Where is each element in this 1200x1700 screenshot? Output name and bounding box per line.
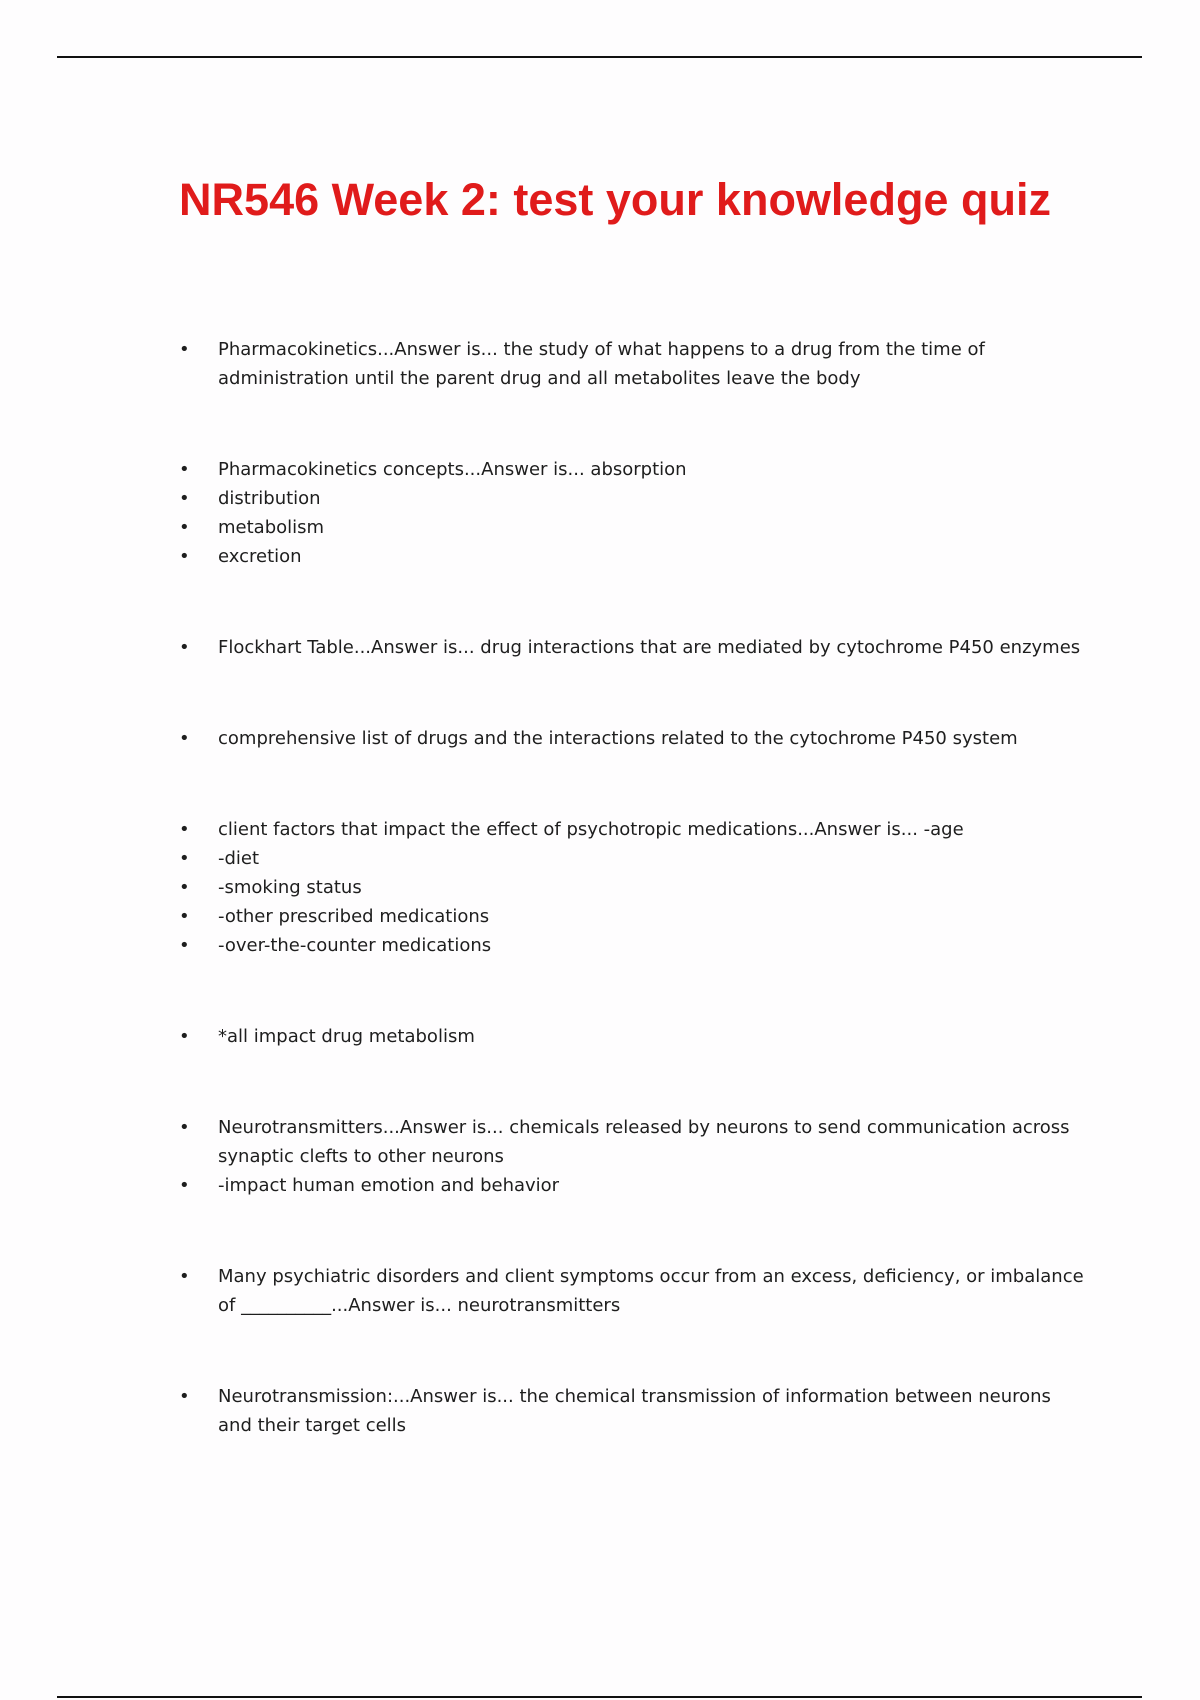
quiz-group-7: [175, 1113, 1090, 1200]
list-item: • -impact human emotion and behavior: [175, 1171, 1090, 1200]
list-item: • Pharmacokinetics concepts...Answer is... absorption: [175, 455, 1090, 484]
quiz-group-3: [175, 633, 1090, 662]
list-item: • Neurotransmitters...Answer is... chemicals released by neurons to send communication across synaptic clefts to other neurons: [175, 1113, 1090, 1171]
quiz-group-1: [175, 335, 1090, 393]
list-item: • Flockhart Table...Answer is... drug interactions that are mediated by cytochrome P450 enzymes: [175, 633, 1090, 662]
list-item: • -over-the-counter medications: [175, 931, 1090, 960]
quiz-group-4: [175, 724, 1090, 753]
quiz-group-2: [175, 455, 1090, 571]
quiz-group-6: [175, 1022, 1090, 1051]
top-rule: [57, 56, 1142, 58]
list-item: • *all impact drug metabolism: [175, 1022, 1090, 1051]
list-item: • Neurotransmission:...Answer is... the chemical transmission of information between neurons and their target cells: [175, 1382, 1090, 1440]
list-item: • client factors that impact the effect of psychotropic medications...Answer is... -age: [175, 815, 1090, 844]
list-item: • excretion: [175, 542, 1090, 571]
list-item: • comprehensive list of drugs and the interactions related to the cytochrome P450 system: [175, 724, 1090, 753]
quiz-content: [175, 335, 1090, 1502]
list-item: • -diet: [175, 844, 1090, 873]
quiz-group-8: [175, 1262, 1090, 1320]
list-item: • Pharmacokinetics...Answer is... the study of what happens to a drug from the time of administration until the parent drug and all metabolites leave the body: [175, 335, 1090, 393]
list-item: • -smoking status: [175, 873, 1090, 902]
list-item: • Many psychiatric disorders and client symptoms occur from an excess, deficiency, or imbalance of __________...Answer is... neurotransmitters: [175, 1262, 1090, 1320]
page-title: NR546 Week 2: test your knowledge quiz: [179, 174, 1051, 226]
list-item: • -other prescribed medications: [175, 902, 1090, 931]
list-item: • distribution: [175, 484, 1090, 513]
quiz-group-5: [175, 815, 1090, 960]
quiz-group-9: [175, 1382, 1090, 1440]
list-item: • metabolism: [175, 513, 1090, 542]
bottom-rule: [57, 1696, 1142, 1698]
